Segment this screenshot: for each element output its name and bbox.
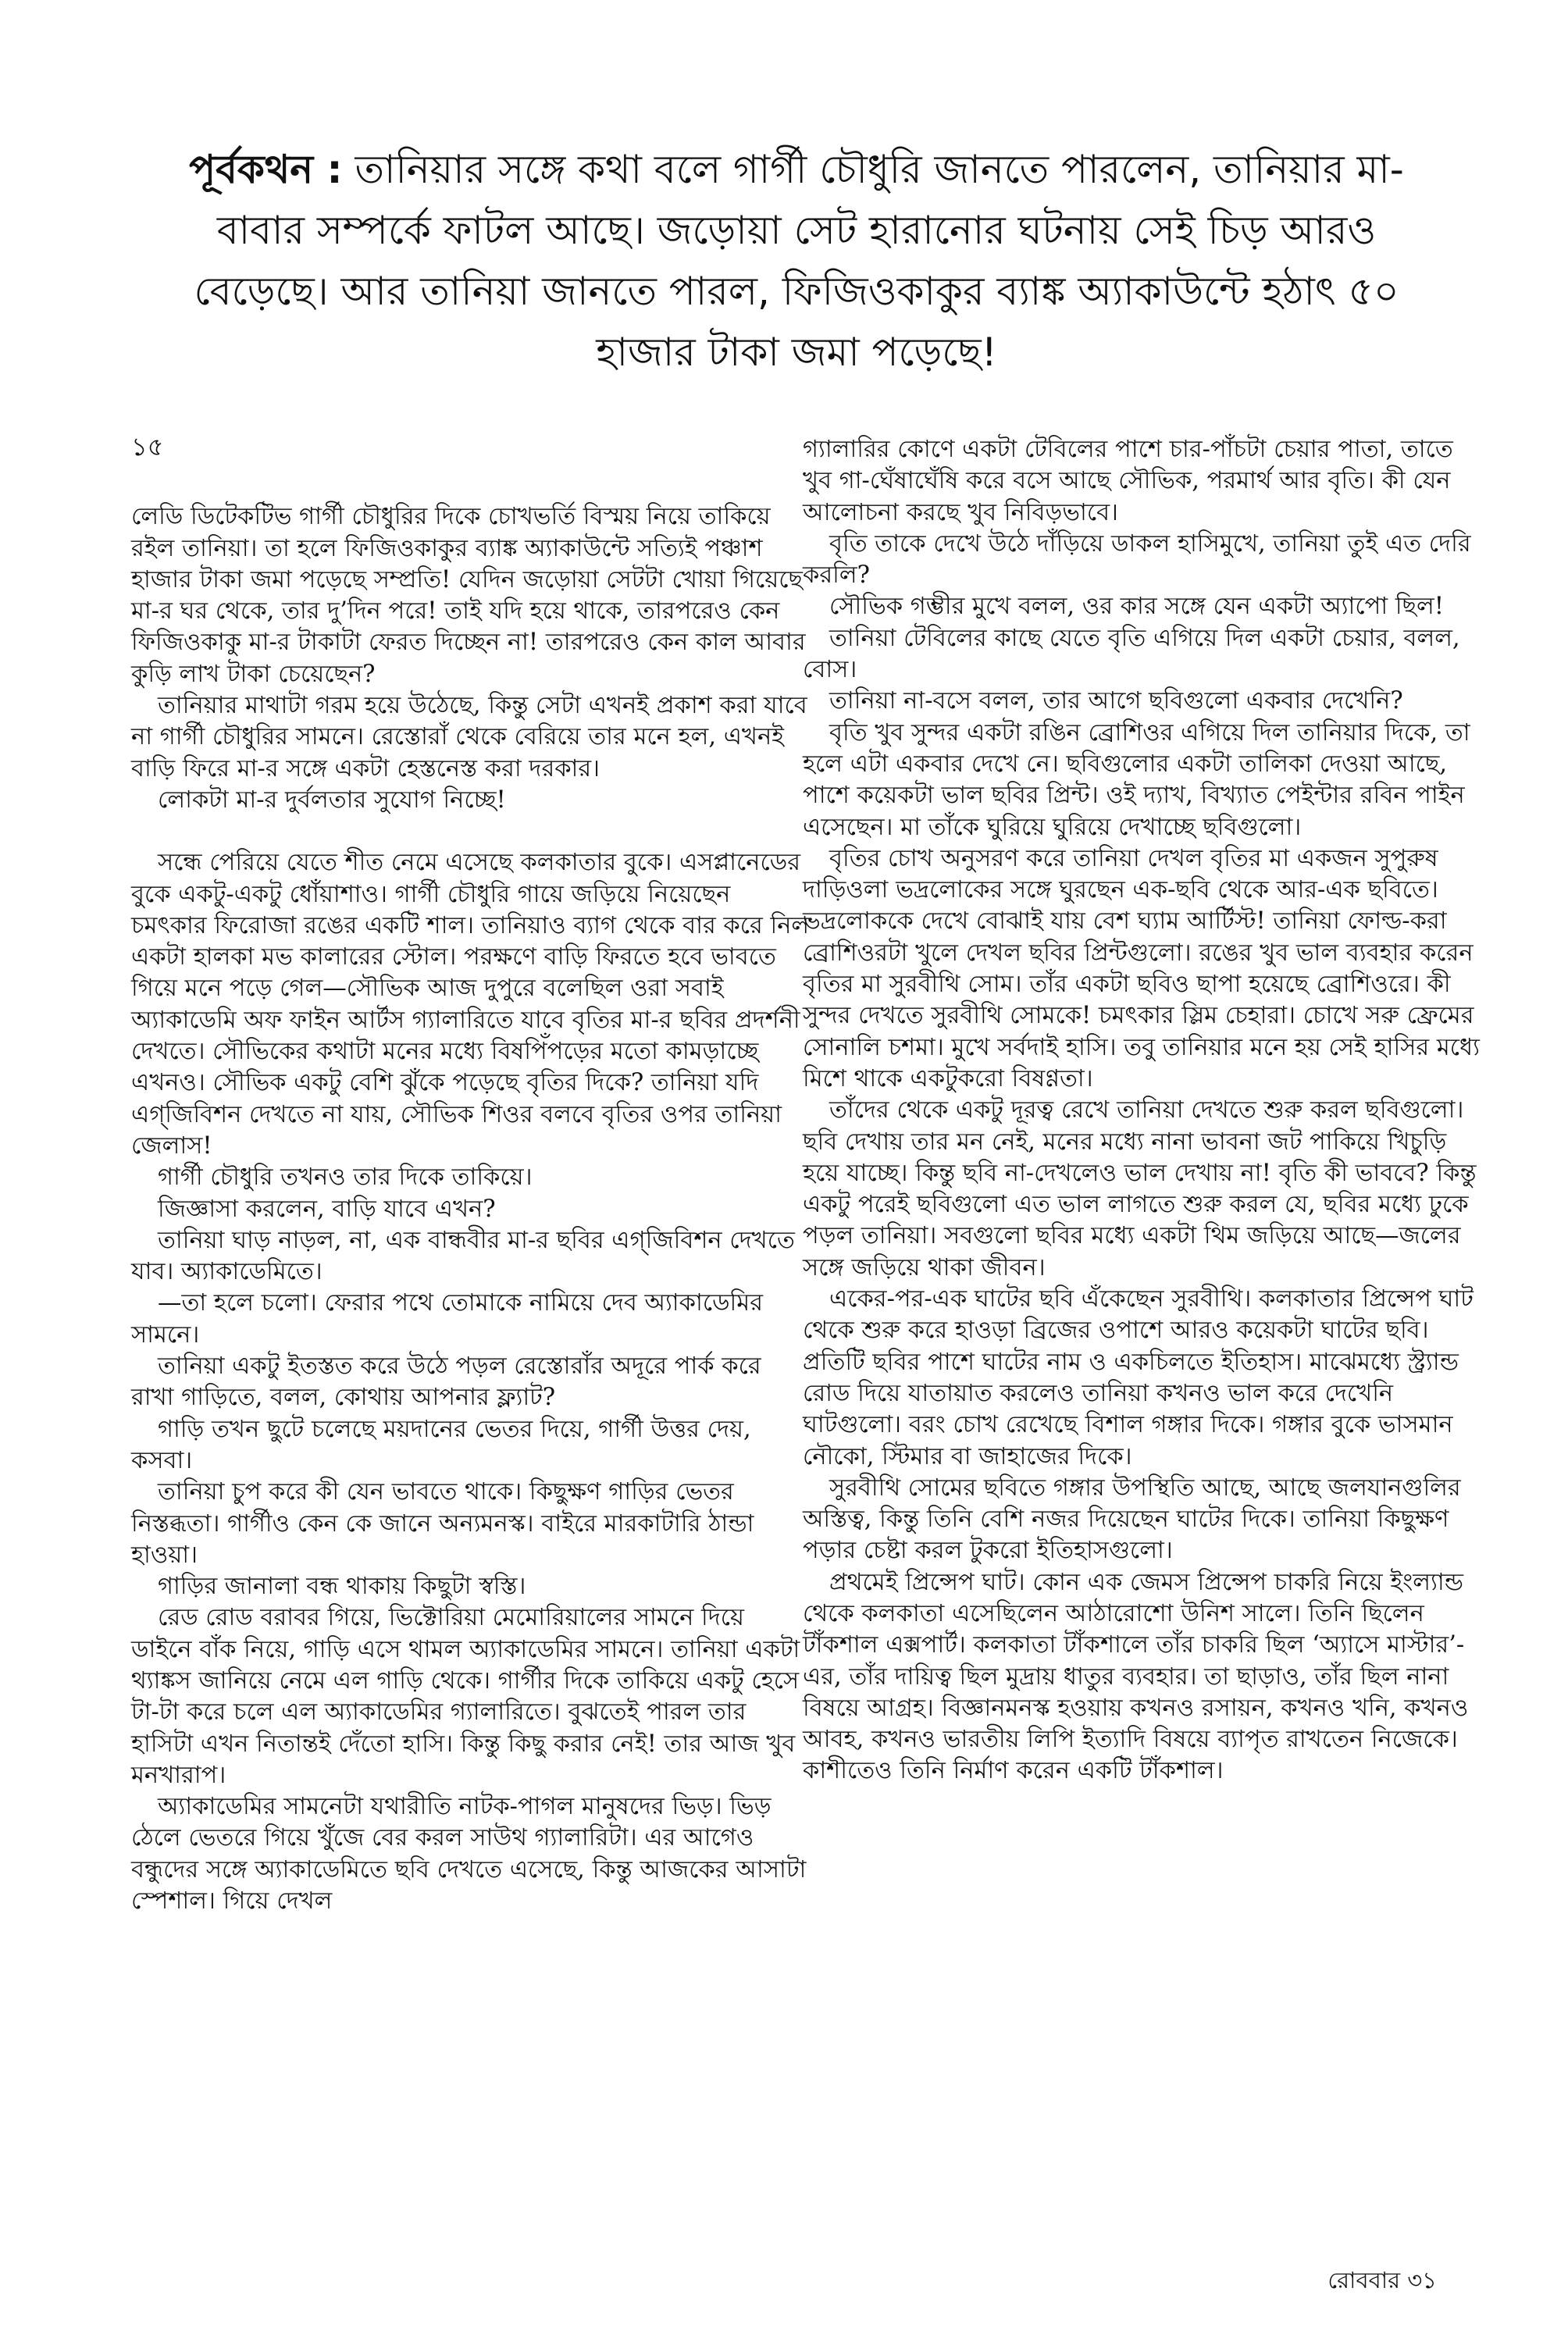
paragraph: অ্যাকাডেমির সামনেটা যথারীতি নাটক-পাগল মানুষদের ভিড়। ভিড় ঠেলে ভেতরে গিয়ে খুঁজে বের করল সাউথ গ্যালারিটা। এর আগেও বন্ধুদের সঙ্গে অ্যাকাডেমিতে ছবি দেখতে এসেছে, কিন্তু আজকের আসাটা স্পেশাল। গিয়ে দেখল	[131, 1793, 807, 1915]
paragraph: তানিয়া একটু ইতস্তত করে উঠে পড়ল রেস্তোরাঁর অদূরে পার্ক করে রাখা গাড়িতে, বলল, কোথায় আপনার ফ্ল্যাট?	[131, 1352, 761, 1412]
paragraph: বৃতি খুব সুন্দর একটা রঙিন ব্রোশিওর এগিয়ে দিল তানিয়ার দিকে, তা হলে এটা একবার দেখে নে। ছবিগুলোর একটা তালিকা দেওয়া আছে, পাশে কয়েকটা ভাল ছবির প্রিন্ট। ওই দ্যাখ, বিখ্যাত পেইন্টার রবিন পাইন এসেছেন। মা তাঁকে ঘুরিয়ে ঘুরিয়ে দেখাচ্ছে ছবিগুলো।	[803, 718, 1470, 841]
paragraph: সৌভিক গম্ভীর মুখে বলল, ওর কার সঙ্গে যেন একটা অ্যাপো ছিল!	[829, 593, 1445, 621]
paragraph: বৃতির চোখ অনুসরণ করে তানিয়া দেখল বৃতির মা একজন সুপুরুষ দাড়িওলা ভদ্রলোকের সঙ্গে ঘুরছেন এক-ছবি থেকে আর-এক ছবিতে। ভদ্রলোককে দেখে বোঝাই যায় বেশ ঘ্যাম আর্টিস্ট! তানিয়া ফোল্ড-করা ব্রোশিওরটা খুলে দেখল ছবির প্রিন্টগুলো। রঙের খুব ভাল ব্যবহার করেন বৃতির মা সুরবীথি সোম। তাঁর একটা ছবিও ছাপা হয়েছে ব্রোশিওরে। কী সুন্দর দেখতে সুরবীথি সোমকে! চমৎকার স্লিম চেহারা। চোখে সরু ফ্রেমের সোনালি চশমা। মুখে সর্বদাই হাসি। তবু তানিয়ার মনে হয় সেই হাসির মধ্যে মিশে থাকে একটুকরো বিষণ্ণতা।	[803, 844, 1480, 1092]
paragraph: তানিয়া চুপ করে কী যেন ভাবতে থাকে। কিছুক্ষণ গাড়ির ভেতর নিস্তব্ধতা। গার্গীও কেন কে জানে অন্যমনস্ক। বাইরে মারকাটারি ঠান্ডা হাওয়া।	[131, 1478, 754, 1569]
paragraph: বৃতি তাকে দেখে উঠে দাঁড়িয়ে ডাকল হাসিমুখে, তানিয়া তুই এত দেরি করলি?	[803, 529, 1471, 590]
paragraph: তানিয়া না-বসে বলল, তার আগে ছবিগুলো একবার দেখেনি?	[829, 687, 1403, 715]
page-number: ৩১	[1407, 2267, 1437, 2293]
paragraph: তানিয়ার মাথাটা গরম হয়ে উঠেছে, কিন্তু সেটা এখনই প্রকাশ করা যাবে না গার্গী চৌধুরির সামনে। রেস্তোরাঁ থেকে বেরিয়ে তার মনে হল, এখনই বাড়ি ফিরে মা-র সঙ্গে একটা হেস্তনেস্ত করা দরকার।	[131, 692, 807, 782]
paragraph: তানিয়া টেবিলের কাছে যেতে বৃতি এগিয়ে দিল একটা চেয়ার, বলল, বোস।	[803, 624, 1460, 684]
paragraph: লোকটা মা-র দুর্বলতার সুযোগ নিচ্ছে!	[158, 786, 506, 814]
left-column	[131, 431, 811, 1917]
paragraph: একের-পর-এক ঘাটের ছবি এঁকেছেন সুরবীথি। কলকাতার প্রিন্সেপ ঘাট থেকে শুরু করে হাওড়া ব্রিজের ওপাশে আরও কয়েকটা ঘাটের ছবি। প্রতিটি ছবির পাশে ঘাটের নাম ও একচিলতে ইতিহাস। মাঝেমধ্যে স্ট্র্যান্ড রোড দিয়ে যাতায়াত করলেও তানিয়া কখনও ভাল করে দেখেনি ঘাটগুলো। বরং চোখ রেখেছে বিশাল গঙ্গার দিকে। গঙ্গার বুকে ভাসমান নৌকো, স্টিমার বা জাহাজের দিকে।	[803, 1285, 1474, 1470]
paragraph: সুরবীথি সোমের ছবিতে গঙ্গার উপস্থিতি আছে, আছে জলযানগুলির অস্তিত্ব, কিন্তু তিনি বেশি নজর দিয়েছেন ঘাটের দিকে। তানিয়া কিছুক্ষণ পড়ার চেষ্টা করল টুকরো ইতিহাসগুলো।	[803, 1474, 1461, 1565]
paragraph: প্রথমেই প্রিন্সেপ ঘাট। কোন এক জেমস প্রিন্সেপ চাকরি নিয়ে ইংল্যান্ড থেকে কলকাতা এসেছিলেন আঠারোশো উনিশ সালে। তিনি ছিলেন টাঁকশাল এক্সপার্ট। কলকাতা টাঁকশালে তাঁর চাকরি ছিল ‘অ্যাসে মাস্টার’-এর, তাঁর দায়িত্ব ছিল মুদ্রায় ধাতুর ব্যবহার। তা ছাড়াও, তাঁর ছিল নানা বিষয়ে আগ্রহ। বিজ্ঞানমনস্ক হওয়ায় কখনও রসায়ন, কখনও খনি, কখনও আবহ, কখনও ভারতীয় লিপি ইত্যাদি বিষয়ে ব্যাপৃত রাখতেন নিজেকে। কাশীতেও তিনি নির্মাণ করেন একটি টাঁকশাল।	[803, 1568, 1469, 1785]
paragraph: সন্ধে পেরিয়ে যেতে শীত নেমে এসেছে কলকাতার বুকে। এসপ্লানেডের বুকে একটু-একটু ধোঁয়াশাও। গার্গী চৌধুরি গায়ে জড়িয়ে নিয়েছেন চমৎকার ফিরোজা রঙের একটি শাল। তানিয়াও ব্যাগ থেকে বার করে নিল একটা হালকা মভ কালারের স্টোল। পরক্ষণে বাড়ি ফিরতে হবে ভাবতে গিয়ে মনে পড়ে গেল—সৌভিক আজ দুপুরে বলেছিল ওরা সবাই অ্যাকাডেমি অফ ফাইন আর্টস গ্যালারিতে যাবে বৃতির মা-র ছবির প্রদর্শনী দেখতে। সৌভিকের কথাটা মনের মধ্যে বিষপিঁপড়ের মতো কামড়াচ্ছে এখনও। সৌভিক একটু বেশি ঝুঁকে পড়েছে বৃতির দিকে? তানিয়া যদি এগ্‌জিবিশন দেখতে না যায়, সৌভিক শিওর বলবে বৃতির ওপর তানিয়া জেলাস!	[131, 849, 810, 1160]
recap-text: তানিয়ার সঙ্গে কথা বলে গার্গী চৌধুরি জানতে পারলেন, তানিয়ার মা-বাবার সম্পর্কে ফাটল আছে। জড়োয়া সেট হারানোর ঘটনায় সেই চিড় আরও বেড়েছে। আর তানিয়া জানতে পারল, ফিজিওকাকুর ব্যাঙ্ক অ্যাকাউন্টে হঠাৎ ৫০ হাজার টাকা জমা পড়েছে!	[194, 147, 1404, 375]
publication-name: রোববার	[1327, 2267, 1401, 2293]
paragraph: —তা হলে চলো। ফেরার পথে তোমাকে নামিয়ে দেব অ্যাকাডেমির সামনে।	[131, 1289, 763, 1349]
recap-label: পূর্বকথন :	[189, 147, 343, 192]
paragraph: জিজ্ঞাসা করলেন, বাড়ি যাবে এখন?	[158, 1195, 496, 1223]
paragraph: গাড়ির জানালা বন্ধ থাকায় কিছুটা স্বস্তি।	[158, 1573, 526, 1601]
paragraph: তাঁদের থেকে একটু দূরত্ব রেখে তানিয়া দেখতে শুরু করল ছবিগুলো। ছবি দেখায় তার মন নেই, মনের মধ্যে নানা ভাবনা জট পাকিয়ে খিচুড়ি হয়ে যাচ্ছে। কিন্তু ছবি না-দেখলেও ভাল দেখায় না! বৃতি কী ভাববে? কিন্তু একটু পরেই ছবিগুলো এত ভাল লাগতে শুরু করল যে, ছবির মধ্যে ঢুকে পড়ল তানিয়া। সবগুলো ছবির মধ্যে একটা থিম জড়িয়ে আছে—জলের সঙ্গে জড়িয়ে থাকা জীবন।	[803, 1096, 1477, 1281]
chapter-number: ১৫	[131, 432, 164, 461]
paragraph: গাড়ি তখন ছুটে চলেছে ময়দানের ভেতর দিয়ে, গার্গী উত্তর দেয়, কসবা।	[131, 1415, 751, 1474]
paragraph: রেড রোড বরাবর গিয়ে, ভিক্টোরিয়া মেমোরিয়ালের সামনে দিয়ে ডাইনে বাঁক নিয়ে, গাড়ি এসে থামল অ্যাকাডেমির সামনে। তানিয়া একটা থ্যাঙ্কস জানিয়ে নেমে এল গাড়ি থেকে। গার্গীর দিকে তাকিয়ে একটু হেসে টা-টা করে চলে এল অ্যাকাডেমির গ্যালারিতে। বুঝতেই পারল তার হাসিটা এখন নিতান্তই দেঁতো হাসি। কিন্তু কিছু করার নেই! তার আজ খুব মনখারাপ।	[131, 1604, 800, 1789]
right-column	[803, 434, 1482, 1787]
recap-box	[152, 139, 1441, 383]
paragraph: তানিয়া ঘাড় নাড়ল, না, এক বান্ধবীর মা-র ছবির এগ্‌জিবিশন দেখতে যাব। অ্যাকাডেমিতে।	[131, 1226, 795, 1286]
paragraph: গ্যালারির কোণে একটা টেবিলের পাশে চার-পাঁচটা চেয়ার পাতা, তাতে খুব গা-ঘেঁষাঘেঁষি করে বসে আছে সৌভিক, পরমার্থ আর বৃতি। কী যেন আলোচনা করছে খুব নিবিড়ভাবে।	[803, 436, 1453, 526]
page-footer	[1327, 2263, 1437, 2301]
paragraph: গার্গী চৌধুরি তখনও তার দিকে তাকিয়ে।	[158, 1164, 533, 1192]
paragraph: লেডি ডিটেকটিভ গার্গী চৌধুরির দিকে চোখভর্তি বিস্ময় নিয়ে তাকিয়ে রইল তানিয়া। তা হলে ফিজিওকাকুর ব্যাঙ্ক অ্যাকাউন্টে সত্যিই পঞ্চাশ হাজার টাকা জমা পড়েছে সম্প্রতি! যেদিন জড়োয়া সেটটা খোয়া গিয়েছে মা-র ঘর থেকে, তার দু’দিন পরে! তাই যদি হয়ে থাকে, তারপরেও কেন ফিজিওকাকু মা-র টাকাটা ফেরত দিচ্ছেন না! তারপরেও কেন কাল আবার কুড়ি লাখ টাকা চেয়েছেন?	[131, 503, 806, 688]
